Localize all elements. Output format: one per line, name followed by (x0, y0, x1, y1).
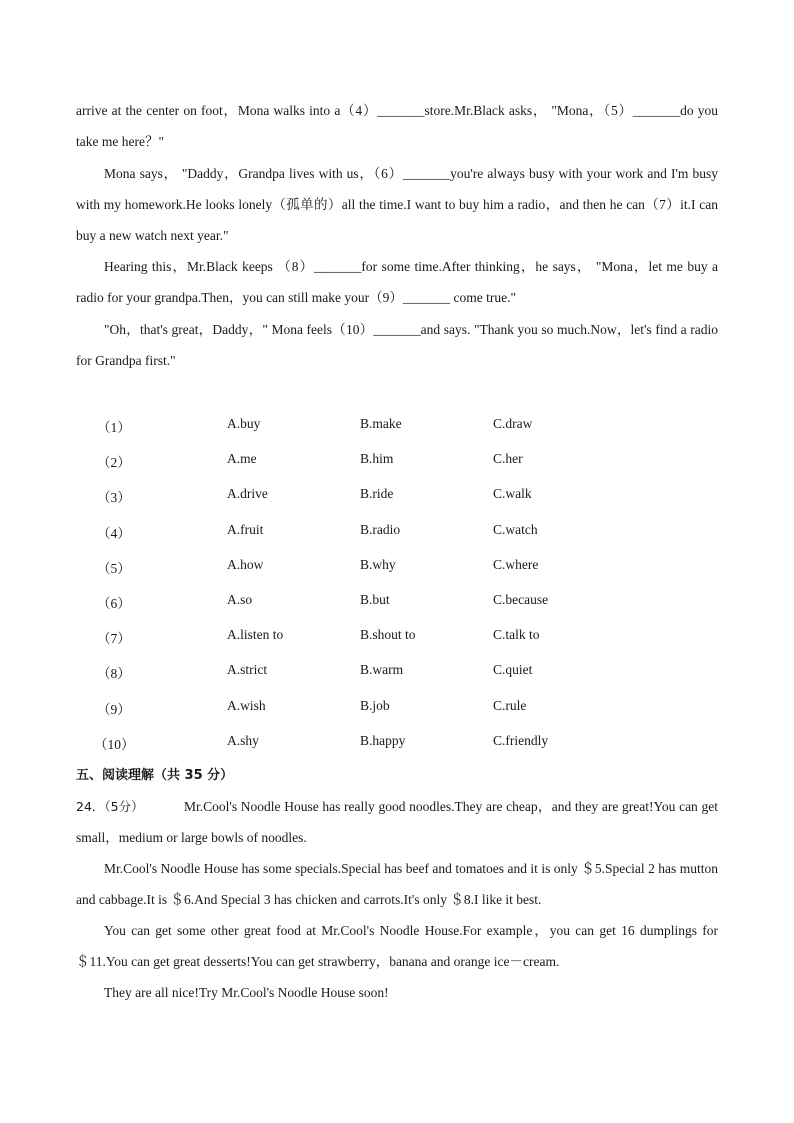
option-b: B.happy (360, 732, 406, 748)
option-c: C.her (493, 451, 523, 467)
option-a: A.fruit (227, 521, 264, 537)
option-row (97, 584, 697, 619)
question-number: 24．（5分） (76, 799, 144, 814)
option-c: C.walk (493, 486, 532, 502)
option-b: B.ride (360, 486, 394, 502)
option-b: B.but (360, 591, 390, 607)
passage-text: Mona says， "Daddy，Grandpa lives with us，（6）_______you're always busy with your work and I'm busy with my homework.He looks lonely（孤单的）all the time.I want to buy him a radio，and then he can（7）it.I can buy a new watch next year." (76, 166, 718, 243)
option-c: C.quiet (493, 662, 533, 678)
option-c: C.where (493, 556, 539, 572)
passage-paragraph-1 (76, 95, 718, 157)
option-row (97, 408, 697, 443)
question-24 (76, 791, 718, 853)
question-number: （6） (97, 595, 131, 611)
option-a: A.wish (227, 697, 266, 713)
option-row (97, 690, 697, 725)
passage-text: "Oh，that's great，Daddy，" Mona feels（10）_______and says. "Thank you so much.Now，let's find a radio for Grandpa first." (76, 322, 718, 368)
question-number: （10） (94, 736, 135, 752)
option-c: C.friendly (493, 732, 549, 748)
option-b: B.why (360, 556, 396, 572)
option-b: B.job (360, 697, 390, 713)
option-a: A.me (227, 451, 257, 467)
option-row (97, 514, 697, 549)
option-b: B.him (360, 451, 394, 467)
question-number: （5） (97, 560, 131, 576)
question-number: （9） (97, 701, 131, 717)
options-table (94, 408, 697, 760)
passage-text: arrive at the center on foot，Mona walks into a（4）_______store.Mr.Black asks， "Mona，（5）_______do you take me here？" (76, 103, 718, 149)
question-24-first-paragraph (76, 791, 718, 853)
question-24-paragraph-4 (76, 977, 718, 1008)
passage-paragraph-4 (76, 314, 718, 376)
option-c: C.watch (493, 521, 538, 537)
question-number: （1） (97, 420, 131, 435)
question-number: （8） (97, 666, 131, 682)
option-b: B.radio (360, 521, 401, 537)
option-c: C.because (493, 591, 549, 607)
question-number: （4） (97, 525, 131, 541)
option-a: A.drive (227, 486, 268, 502)
question-24-paragraph-2 (76, 853, 718, 915)
passage-text: Hearing this，Mr.Black keeps （8）_______for some time.After thinking，he says， "Mona，let me buy a radio for your grandpa.Then，you can still make your（9）_______ come true." (76, 259, 718, 305)
option-a: A.buy (227, 416, 261, 431)
question-24-paragraph-3 (76, 915, 718, 977)
question-number: （2） (97, 455, 131, 471)
question-24-text: You can get some other great food at Mr.Cool's Noodle House.For example，you can get 16 dumplings for ＄11.You can get great desserts!You can get strawberry，banana and orange ice－cream. (76, 923, 718, 969)
question-24-text: Mr.Cool's Noodle House has really good noodles.They are cheap，and they are great!You can get small，medium or large bowls of noodles. (76, 799, 718, 845)
option-b: B.make (360, 416, 402, 431)
question-number: （7） (97, 631, 131, 647)
option-row (97, 619, 697, 654)
option-a: A.listen to (227, 627, 284, 643)
option-c: C.rule (493, 697, 527, 713)
option-a: A.shy (227, 732, 259, 748)
section-title: 五、阅读理解（共 35 分） (76, 768, 234, 783)
option-b: B.shout to (360, 627, 416, 643)
option-row (94, 725, 697, 760)
option-c: C.draw (493, 416, 533, 431)
question-24-text: They are all nice!Try Mr.Cool's Noodle House soon! (104, 985, 389, 1000)
passage-paragraph-2 (76, 158, 718, 251)
option-a: A.how (227, 556, 264, 572)
question-number: （3） (97, 490, 131, 506)
passage-paragraph-3 (76, 251, 718, 313)
option-a: A.so (227, 591, 253, 607)
option-row (97, 654, 697, 689)
question-24-text: Mr.Cool's Noodle House has some specials.Special has beef and tomatoes and it is only ＄5.Special 2 has mutton and cabbage.It is ＄6.And Special 3 has chicken and carrots.It's only ＄8.I like it best. (76, 861, 718, 907)
option-b: B.warm (360, 662, 404, 678)
option-row (97, 478, 697, 513)
option-row (97, 549, 697, 584)
option-c: C.talk to (493, 627, 540, 643)
option-row (97, 443, 697, 478)
option-a: A.strict (227, 662, 268, 678)
